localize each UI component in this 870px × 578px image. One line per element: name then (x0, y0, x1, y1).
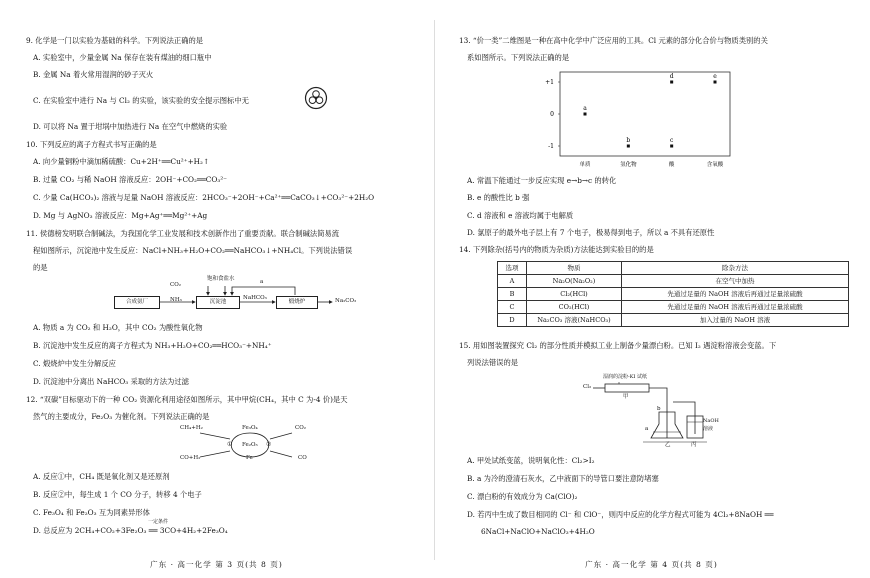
nahco3-label: NaHCO₃ (243, 295, 267, 301)
biohazard-safety-icon (304, 86, 328, 110)
y-tick-label: +1 (545, 79, 554, 86)
point-label-d: d (669, 73, 674, 80)
label-a: a (260, 279, 264, 285)
point-e (714, 81, 717, 84)
ch4-h2-label: CH₄+H₂ (180, 425, 203, 431)
table-cell: Na₂CO₃ 溶液(NaHCO₃) (527, 314, 622, 327)
fe2o3-label: Fe₂O₃ (242, 442, 258, 448)
q11-flow-diagram (110, 277, 360, 317)
q9-option-c: C. 在实验室中进行 Na 与 Cl₂ 的实验，该实验的安全提示图标中无 (33, 96, 249, 105)
table-cell: C (498, 301, 527, 314)
q10-option-d: D. Mg 与 AgNO₃ 溶液反应：Mg+Ag⁺══Mg²⁺+Ag (33, 211, 208, 220)
na2co3-label: Na₂CO₃ (335, 298, 357, 304)
reaction-1-label: ① (227, 441, 233, 448)
y-tick-label: 0 (550, 111, 554, 118)
table-cell: Na₂O(Na₂O₂) (527, 275, 622, 288)
q9-stem: 9. 化学是一门以实验为基础的科学。下列说法正确的是 (26, 36, 204, 45)
calciner-box: 煅烧炉 (276, 296, 318, 309)
table-row (498, 288, 849, 301)
co2-label: CO₂ (295, 425, 306, 431)
point-b (627, 145, 630, 148)
y-tick-label: -1 (548, 143, 554, 150)
table-cell: D (498, 314, 527, 327)
q13-option-a: A. 常温下能通过一步反应实现 e→b→c 的转化 (467, 176, 617, 185)
starch-ki-paper-label: 湿润的淀粉-KI 试纸 (603, 374, 647, 380)
q11-stem-line3: 的是 (33, 263, 48, 272)
q13-option-c: C. d 溶液和 e 溶液均属于电解质 (467, 211, 574, 220)
fe-label: Fe (246, 455, 253, 461)
q9-option-b: B. 金属 Na 着火常用湿润的砂子灭火 (33, 70, 154, 79)
q13-option-b: B. e 的酸性比 b 强 (467, 193, 530, 202)
q14-table (497, 261, 849, 327)
q11-option-c: C. 煅烧炉中发生分解反应 (33, 359, 116, 368)
nh3-label: NH₃ (170, 297, 182, 303)
point-label-a: a (583, 105, 587, 112)
table-row (498, 314, 849, 327)
q12-cycle-diagram (180, 425, 340, 465)
co-label: CO (298, 455, 307, 461)
point-c (670, 145, 673, 148)
point-a (584, 113, 587, 116)
naoh-label: NaOH (703, 418, 719, 424)
x-tick-label: 含氧酸 (706, 162, 724, 168)
ammonia-plant-box: 合成氨厂 (114, 296, 160, 309)
q12-stem-line1: 12. “双碳”目标驱动下的一种 CO₂ 资源化利用途径如图所示，其中甲烷(CH₄，其中 C 为-4 价)是天 (26, 395, 348, 404)
chlorine-valence-chart (525, 64, 740, 172)
q9-option-a: A. 实验室中，少量金属 Na 保存在装有煤油的细口瓶中 (33, 53, 212, 62)
table-row (498, 301, 849, 314)
x-tick-label: 单质 (579, 162, 591, 168)
q10-option-b: B. 过量 CO₂ 与稀 NaOH 溶液反应：2OH⁻+CO₂══CO₃²⁻ (33, 175, 228, 184)
jia-label: 甲 (623, 394, 629, 400)
q13-stem-line1: 13. “价一类”二维图是一种在高中化学中广泛应用的工具。Cl 元素的部分化合价与物质类别的关 (459, 36, 768, 45)
table-cell: 先通过足量的 NaOH 溶液后再通过足量浓硫酸 (622, 301, 849, 314)
brine-label: 饱和食盐水 (207, 276, 235, 282)
co2-label: CO₂ (170, 282, 181, 288)
table-row (498, 275, 849, 288)
q12-option-c: C. Fe₃O₄ 和 Fe₂O₃ 互为同素异形体 (33, 508, 150, 517)
q12-option-a: A. 反应①中，CH₄ 既是氧化剂又是还原剂 (33, 472, 170, 481)
bing-label: 丙 (691, 442, 697, 448)
q15-option-d-line1: D. 若丙中生成了数目相同的 Cl⁻ 和 ClO⁻，则丙中反应的化学方程式可能为 4Cl₂+8NaOH ══ (467, 510, 774, 519)
point-d (670, 81, 673, 84)
fe3o4-label: Fe₃O₄ (242, 425, 258, 431)
q11-stem-line2: 程如图所示，沉淀池中发生反应：NaCl+NH₃+H₂O+CO₂══NaHCO₃↓+NH₄Cl。下列说法错误 (33, 246, 353, 255)
q11-option-d: D. 沉淀池中分离出 NaHCO₃ 采取的方法为过滤 (33, 377, 189, 386)
x-tick-label: 氢化物 (620, 162, 637, 168)
q9-option-d: D. 可以将 Na 置于坩埚中加热进行 Na 在空气中燃烧的实验 (33, 122, 228, 131)
yi-label: 乙 (665, 442, 671, 448)
point-label-c: c (669, 137, 674, 144)
q15-option-a: A. 甲处试纸变蓝，说明氧化性：Cl₂>I₂ (467, 456, 595, 465)
q12-option-d: D. 总反应为 2CH₄+CO₂+3Fe₂O₃ ══ 3CO+4H₂+2Fe₃O₄ (33, 526, 228, 535)
q10-option-c: C. 少量 Ca(HCO₃)₂ 溶液与足量 NaOH 溶液反应：2HCO₃⁻+2OH⁻+Ca²⁺══CaCO₃↓+CO₃²⁻+2H₂O (33, 193, 375, 202)
q11-option-b: B. 沉淀池中发生反应的离子方程式为 NH₃+H₂O+CO₂══HCO₃⁻+NH₄⁺ (33, 341, 272, 350)
co-h2-label: CO+H₂ (180, 455, 201, 461)
cl2-label: Cl₂ (583, 384, 592, 390)
q10-option-a: A. 向少量铜粉中滴加稀硫酸：Cu+2H⁺══Cu²⁺+H₂↑ (33, 157, 210, 166)
a-label: a (645, 426, 649, 432)
q10-stem: 10. 下列反应的离子方程式书写正确的是 (26, 140, 157, 149)
point-label-b: b (626, 137, 631, 144)
q15-option-b: B. a 为冷的澄清石灰水，乙中液面下的导管口要注意防堵塞 (467, 474, 659, 483)
header-cell: 物质 (527, 262, 622, 275)
settling-tank-box: 沉淀池 (196, 296, 240, 309)
q13-option-d: D. 氯原子的最外电子层上有 7 个电子，极易得到电子，所以 a 不具有还原性 (467, 228, 715, 237)
table-cell: 加入过量的 NaOH 溶液 (622, 314, 849, 327)
point-label-e: e (713, 73, 717, 80)
q14-stem: 14. 下列除杂(括号内的物质为杂质)方法能达到实验目的的是 (459, 245, 654, 254)
header-cell: 选项 (498, 262, 527, 275)
table-cell: B (498, 288, 527, 301)
footer-page-3: 广东 · 高一化学 第 3 页(共 8 页) (150, 560, 283, 569)
q12-d-condition: 一定条件 (148, 519, 169, 525)
reaction-2-label: ② (266, 441, 272, 448)
table-cell: CO₂(HCl) (527, 301, 622, 314)
table-cell: 在空气中加热 (622, 275, 849, 288)
q15-stem-line1: 15. 用如图装置探究 Cl₂ 的部分性质并模拟工业上制备少量漂白粉。已知 I₂ 遇淀粉溶液会变蓝。下 (459, 341, 777, 350)
q15-stem-line2: 列说法错误的是 (467, 358, 519, 367)
solution-label: 溶液 (703, 426, 714, 432)
table-cell: Cl₂(HCl) (527, 288, 622, 301)
header-cell: 除杂方法 (622, 262, 849, 275)
q15-option-d-line2: 6NaCl+NaClO+NaClO₃+4H₂O (481, 527, 595, 536)
b-label: b (657, 406, 661, 412)
table-cell: 先通过足量的 NaOH 溶液后再通过足量浓硫酸 (622, 288, 849, 301)
q12-stem-line2: 然气的主要成分，Fe₂O₃ 为催化剂。下列说法正确的是 (33, 412, 210, 421)
table-cell: A (498, 275, 527, 288)
q15-option-c: C. 漂白粉的有效成分为 Ca(ClO)₂ (467, 492, 578, 501)
q13-stem-line2: 系如图所示。下列说法正确的是 (467, 53, 570, 62)
table-header-row (498, 262, 849, 275)
q11-stem-line1: 11. 侯德榜发明联合制碱法，为我国化学工业发展和技术创新作出了重要贡献。联合制碱法简易流 (26, 229, 340, 238)
footer-page-4: 广东 · 高一化学 第 4 页(共 8 页) (585, 560, 718, 569)
q12-option-b: B. 反应②中，每生成 1 个 CO 分子，转移 4 个电子 (33, 490, 202, 499)
q11-option-a: A. 物质 a 为 CO₂ 和 H₂O，其中 CO₂ 为酸性氧化物 (33, 323, 203, 332)
x-tick-label: 酸 (668, 162, 675, 168)
